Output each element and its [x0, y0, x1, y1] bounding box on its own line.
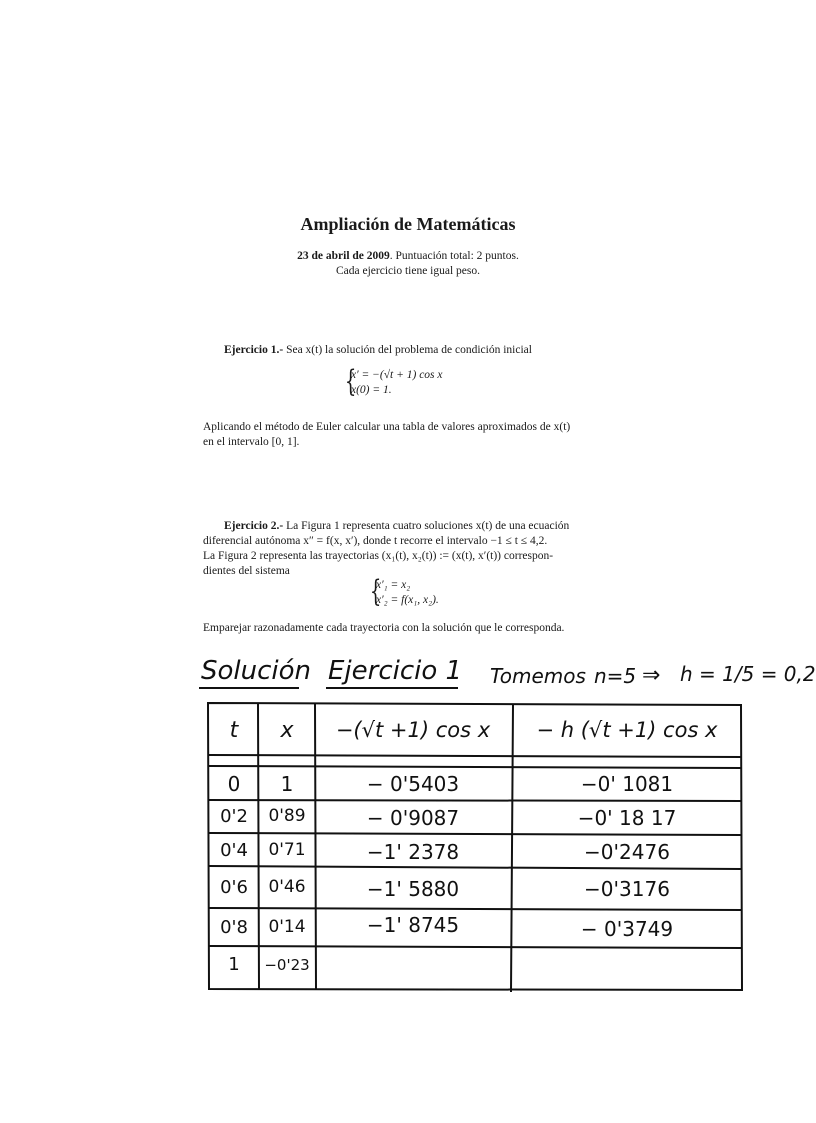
brace-icon: { — [369, 574, 382, 609]
table-row-line — [209, 766, 741, 768]
table-cell: 0'8 — [220, 917, 248, 938]
table-cell: −1' 2378 — [366, 840, 460, 864]
table-cell: −0'23 — [264, 956, 310, 974]
table-cell: 0'71 — [268, 840, 306, 860]
solution-h: h = 1/5 = 0,2 — [680, 662, 816, 686]
table-cell: −0' 18 17 — [577, 806, 677, 830]
table-cell: 0'89 — [268, 806, 306, 826]
table-cell: − 0'9087 — [366, 806, 460, 830]
table-cell: 0'4 — [220, 840, 248, 861]
table-cell: −0'2476 — [584, 840, 670, 864]
page-title: Ampliación de Matemáticas — [300, 214, 516, 234]
table-row-line — [209, 946, 741, 948]
solution-title-underline — [199, 687, 299, 689]
euler-table — [207, 700, 743, 992]
exercise-2-equation: x′₁ = x₂ — [376, 579, 411, 591]
exam-info — [0, 249, 816, 279]
exercise-1-statement — [224, 343, 644, 358]
exercise-2-line: dientes del sistema — [203, 565, 290, 577]
table-cell: 0'2 — [220, 806, 248, 827]
table-cell: −1' 5880 — [366, 877, 460, 901]
solution-exercise: Ejercicio 1 — [328, 656, 463, 686]
table-row-line — [209, 908, 741, 910]
solution-n: n=5 — [594, 664, 637, 688]
table-row-line — [209, 833, 741, 835]
table-header-separator — [209, 755, 741, 757]
table-cell: −0' 1081 — [580, 772, 674, 796]
solution-exercise-underline — [326, 687, 458, 689]
table-header-f: −(√t +1) cos x — [335, 718, 491, 742]
table-cell: − 0'3749 — [580, 917, 674, 941]
exercise-2-line: La Figura 1 representa cuatro soluciones x(t) de una ecuación — [283, 520, 570, 532]
table-cell: 0'6 — [220, 877, 248, 898]
exam-weight: Cada ejercicio tiene igual peso. — [335, 265, 480, 277]
exercise-1-intro: Sea x(t) la solución del problema de condición inicial — [283, 344, 532, 356]
implies-arrow-icon: ⇒ — [642, 663, 661, 688]
brace-icon: { — [344, 364, 357, 399]
exercise-2-statement — [203, 519, 643, 579]
exam-date: 23 de abril de 2009 — [297, 250, 390, 262]
exercise-2-label: Ejercicio 2.- — [224, 520, 284, 532]
exercise-1-label: Ejercicio 1.- — [224, 344, 284, 356]
table-cell: 0'46 — [268, 877, 306, 897]
exercise-2-line: La Figura 2 representa las trayectorias (x₁(t), x₂(t)) := (x(t), x′(t)) correspon- — [203, 550, 554, 562]
table-cell: 1 — [280, 772, 294, 796]
exercise-1-initial-condition: x(0) = 1. — [351, 384, 392, 396]
table-cell: 0'14 — [268, 917, 306, 937]
table-cell: −1' 8745 — [366, 913, 460, 937]
table-cell: 1 — [228, 954, 240, 975]
table-cell: − 0'5403 — [366, 772, 460, 796]
exam-score: . Puntuación total: 2 puntos. — [389, 250, 519, 262]
exercise-1-task-line: en el intervalo [0, 1]. — [203, 436, 300, 448]
exercise-2-line: diferencial autónoma x″ = f(x, x′), donde t recorre el intervalo −1 ≤ t ≤ 4,2. — [203, 535, 548, 547]
exercise-2-task: Emparejar razonadamente cada trayectoria con la solución que le corresponda. — [203, 622, 565, 634]
table-row-line — [209, 800, 741, 801]
exercise-2-equation: x′₂ = f(x₁, x₂). — [376, 594, 439, 606]
table-cell: 0 — [227, 772, 241, 796]
table-cell: −0'3176 — [584, 877, 670, 901]
exercise-2-system — [366, 574, 526, 612]
solution-title: Solución — [201, 656, 312, 686]
exercise-1-system — [341, 364, 501, 402]
exercise-1-equation: x′ = −(√t + 1) cos x — [351, 369, 443, 381]
table-header-x: x — [280, 718, 294, 743]
table-row-line — [209, 866, 741, 869]
exercise-1-task — [203, 420, 643, 450]
table-header-hf: − h (√t +1) cos x — [536, 718, 718, 742]
exercise-1-task-line: Aplicando el método de Euler calcular una tabla de valores aproximados de x(t) — [203, 421, 571, 433]
solution-tomamos: Tomemos — [490, 664, 586, 688]
table-header-t: t — [229, 718, 239, 743]
